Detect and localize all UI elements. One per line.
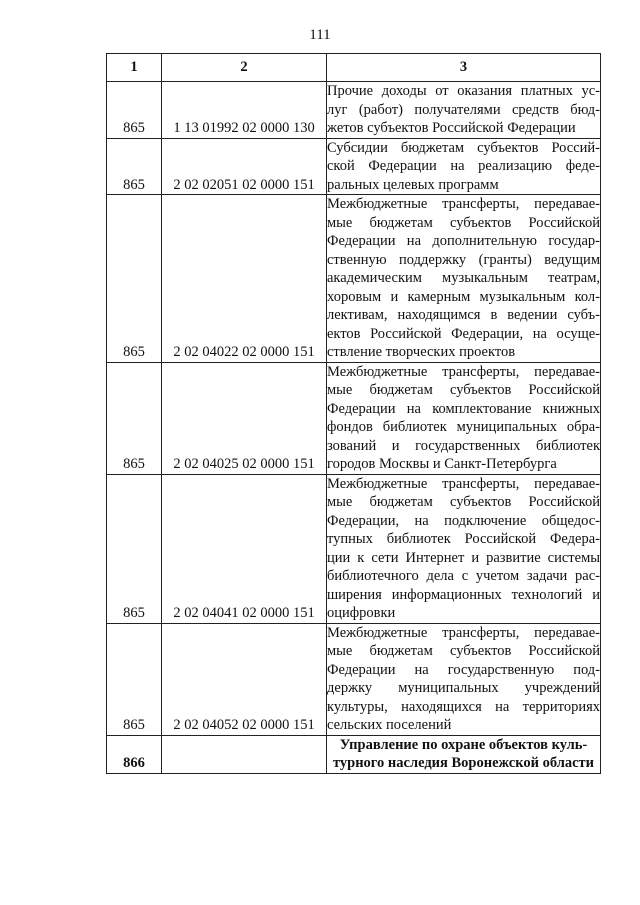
description-line: хоровым и камерным музыкальным кол- xyxy=(327,288,600,305)
description-line: сельских поселений xyxy=(327,717,452,733)
admin-code-cell: 865 xyxy=(107,82,162,139)
description-line: библиотечного дела с учетом задачи рас- xyxy=(327,568,600,584)
description-line: оцифровки xyxy=(327,605,396,621)
description-line: ской Федерации на реализацию феде- xyxy=(327,158,600,174)
budget-classification-table xyxy=(106,53,601,774)
description-line: Межбюджетные трансферты, передавае- xyxy=(327,475,600,492)
table-header xyxy=(107,54,601,82)
budget-code-cell: 2 02 04052 02 0000 151 xyxy=(162,623,327,735)
table-row xyxy=(107,82,601,139)
description-cell xyxy=(327,138,601,195)
description-line: фондов библиотек муниципальных обра- xyxy=(327,419,600,435)
description-line: Федерации, на подключение общедос- xyxy=(327,512,600,529)
column-header-2: 2 xyxy=(162,54,327,82)
description-line: ственную поддержку (гранты) ведущим xyxy=(327,251,600,268)
description-line: Межбюджетные трансферты, передавае- xyxy=(327,196,600,212)
column-header-3: 3 xyxy=(327,54,601,82)
admin-code-cell: 865 xyxy=(107,474,162,623)
description-line: академическим музыкальным театрам, xyxy=(327,270,600,286)
description-line: городов Москвы и Санкт-Петербурга xyxy=(327,456,557,472)
description-line: Межбюджетные трансферты, передавае- xyxy=(327,363,600,380)
description-line: мые бюджетам субъектов Российской xyxy=(327,643,600,659)
table-row xyxy=(107,735,601,773)
description-line: Субсидии бюджетам субъектов Россий- xyxy=(327,139,600,156)
description-line: мые бюджетам субъектов Российской xyxy=(327,382,600,398)
page-number: 111 xyxy=(309,27,331,43)
description-line: Межбюджетные трансферты, передавае- xyxy=(327,624,600,641)
description-line: ствление творческих проектов xyxy=(327,344,516,360)
description-line: Федерации на дополнительную государ- xyxy=(327,233,600,249)
admin-code-cell: 865 xyxy=(107,623,162,735)
description-line: ции к сети Интернет и развитие системы xyxy=(327,549,600,566)
description-cell xyxy=(327,362,601,474)
header-row xyxy=(107,54,601,82)
description-line: мые бюджетам субъектов Российской xyxy=(327,494,600,510)
description-line: луг (работ) получателями средств бюд- xyxy=(327,101,600,118)
description-line: турного наследия Воронежской области xyxy=(332,755,595,771)
description-line: ральных целевых программ xyxy=(327,176,499,193)
description-cell xyxy=(327,195,601,363)
budget-code-cell: 1 13 01992 02 0000 130 xyxy=(162,82,327,139)
description-line: держку муниципальных учреждений xyxy=(327,680,600,696)
description-line: Федерации на комплектование книжных xyxy=(327,400,600,417)
admin-code-cell: 865 xyxy=(107,138,162,195)
description-cell xyxy=(327,474,601,623)
description-line: Управление по охране объектов куль- xyxy=(339,736,588,753)
table-row xyxy=(107,138,601,195)
description-line: Прочие доходы от оказания платных ус- xyxy=(327,83,600,99)
admin-code-cell: 866 xyxy=(107,735,162,773)
description-line: жетов субъектов Российской Федерации xyxy=(327,120,576,136)
table-row xyxy=(107,195,601,363)
table-row xyxy=(107,362,601,474)
admin-code-cell: 865 xyxy=(107,195,162,363)
budget-code-cell: 2 02 02051 02 0000 151 xyxy=(162,138,327,195)
column-header-1: 1 xyxy=(107,54,162,82)
description-line: зований и государственных библиотек xyxy=(327,437,600,454)
table-row xyxy=(107,623,601,735)
table-body xyxy=(107,82,601,774)
description-line: мые бюджетам субъектов Российской xyxy=(327,214,600,231)
budget-code-cell: 2 02 04041 02 0000 151 xyxy=(162,474,327,623)
description-line: ширения информационных технологий и xyxy=(327,586,600,603)
description-cell xyxy=(327,735,601,773)
description-cell xyxy=(327,82,601,139)
description-line: культуры, находящихся на территориях xyxy=(327,698,600,715)
description-line: лективам, находящимся в ведении субъ- xyxy=(327,307,600,323)
description-line: тупных библиотек Российской Федера- xyxy=(327,531,600,547)
budget-code-cell: 2 02 04025 02 0000 151 xyxy=(162,362,327,474)
table-row xyxy=(107,474,601,623)
budget-code-cell: 2 02 04022 02 0000 151 xyxy=(162,195,327,363)
budget-code-cell xyxy=(162,735,327,773)
description-cell xyxy=(327,623,601,735)
admin-code-cell: 865 xyxy=(107,362,162,474)
description-line: Федерации на государственную под- xyxy=(327,661,600,678)
description-line: ектов Российской Федерации, на осуще- xyxy=(327,325,600,342)
